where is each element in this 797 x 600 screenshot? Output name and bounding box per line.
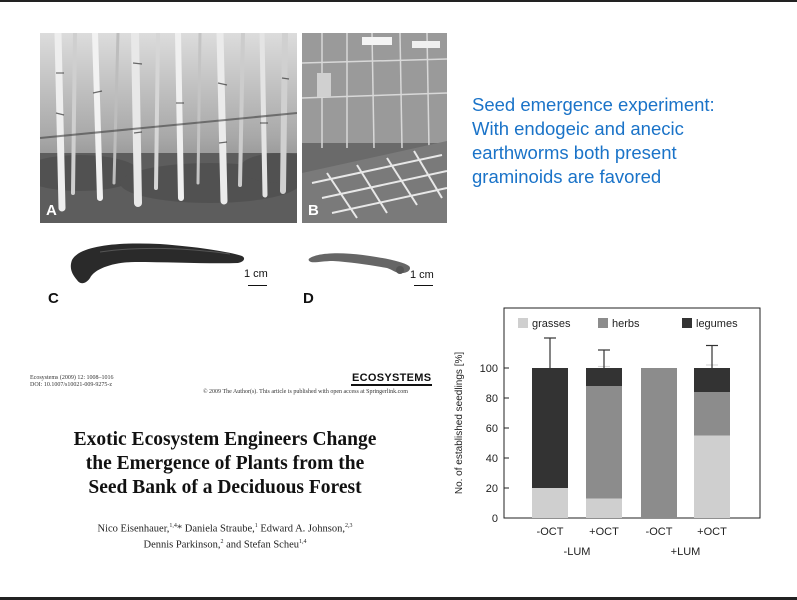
y-tick-label: 40 (485, 453, 498, 465)
anecic-earthworm (60, 240, 250, 290)
legend-swatch-herbs (598, 318, 608, 328)
earthworm-c-image (60, 240, 250, 290)
y-tick-label: 100 (479, 363, 498, 375)
author-affiliation: 1 (254, 523, 258, 529)
legend-swatch-legumes (682, 318, 692, 328)
scale-c-text: 1 cm (244, 268, 268, 280)
title-line: the Emergence of Plants from the (85, 453, 365, 474)
title-line: Exotic Ecosystem Engineers Change (73, 429, 377, 450)
greenhouse-photo-image (302, 33, 447, 223)
photo-a-label: A (46, 202, 57, 219)
author-name: and Stefan Scheu (223, 539, 300, 550)
x-group-label: +LUM (670, 546, 701, 558)
y-tick-label: 0 (491, 513, 498, 525)
author-name: * Daniela Straube, (176, 523, 255, 535)
endogeic-earthworm (305, 248, 415, 283)
y-axis-label: No. of established seedlings [%] (454, 351, 465, 495)
y-tick-label: 60 (485, 423, 498, 435)
experiment-summary (472, 93, 792, 189)
x-tick-label: -OCT (645, 526, 673, 538)
seedling-chart (446, 300, 786, 590)
bar-grasses (694, 436, 730, 519)
scale-d-text: 1 cm (410, 269, 434, 281)
author-affiliation: 1,4 (169, 523, 177, 529)
bar-grasses (586, 499, 622, 519)
summary-line: graminoids are favored (472, 166, 662, 187)
paper-title (25, 428, 425, 500)
paper-authors (25, 520, 425, 551)
summary-line: Seed emergence experiment: (472, 94, 715, 115)
slide-top-border (0, 0, 797, 2)
bar-grasses (532, 488, 568, 518)
summary-line: With endogeic and anecic (472, 118, 684, 139)
paper-copyright: © 2009 The Author(s). This article is published with open access at Springerlink.com (203, 389, 408, 395)
scale-c-bar (248, 285, 267, 286)
doi-line: DOI: 10.1007/s10021-009-9275-z (30, 382, 112, 388)
x-tick-label: -OCT (536, 526, 564, 538)
paper-citation (30, 375, 114, 389)
photo-b-label: B (308, 202, 319, 219)
y-tick-label: 20 (485, 483, 498, 495)
bar-herbs (641, 368, 677, 518)
panel-d-label: D (303, 290, 314, 307)
x-tick-label: +OCT (589, 526, 619, 538)
x-tick-label: +OCT (697, 526, 727, 538)
forest-photo-image (40, 33, 297, 223)
journal-logo: ECOSYSTEMS (352, 372, 432, 384)
author-affiliation: 2,3 (344, 523, 353, 529)
summary-line: earthworms both present (472, 142, 677, 163)
legend-label-herbs: herbs (612, 318, 640, 330)
earthworm-d-image (305, 248, 415, 283)
forest-photo (40, 33, 297, 223)
greenhouse-photo (302, 33, 447, 223)
legend-label-grasses: grasses (532, 318, 571, 330)
author-name: Dennis Parkinson, (143, 539, 221, 550)
author-affiliation: 1,4 (299, 538, 307, 545)
legend-swatch-grasses (518, 318, 528, 328)
authors-line-2 (25, 536, 425, 552)
bar-legumes (586, 368, 622, 386)
title-line: Seed Bank of a Deciduous Forest (88, 477, 362, 498)
y-tick-label: 80 (485, 393, 498, 405)
bar-herbs (694, 392, 730, 436)
author-affiliation: 2 (220, 538, 224, 545)
citation-line: Ecosystems (2009) 12: 1008–1016 (30, 375, 114, 381)
authors-line-1 (25, 520, 425, 536)
legend-label-legumes: legumes (696, 318, 738, 330)
bar-legumes (694, 368, 730, 392)
x-group-label: -LUM (563, 546, 591, 558)
bar-herbs (586, 386, 622, 499)
author-name: Edward A. Johnson, (257, 523, 345, 535)
author-name: Nico Eisenhauer, (97, 523, 170, 535)
panel-c-label: C (48, 290, 59, 307)
scale-d-bar (414, 285, 433, 286)
bar-legumes (532, 368, 568, 488)
